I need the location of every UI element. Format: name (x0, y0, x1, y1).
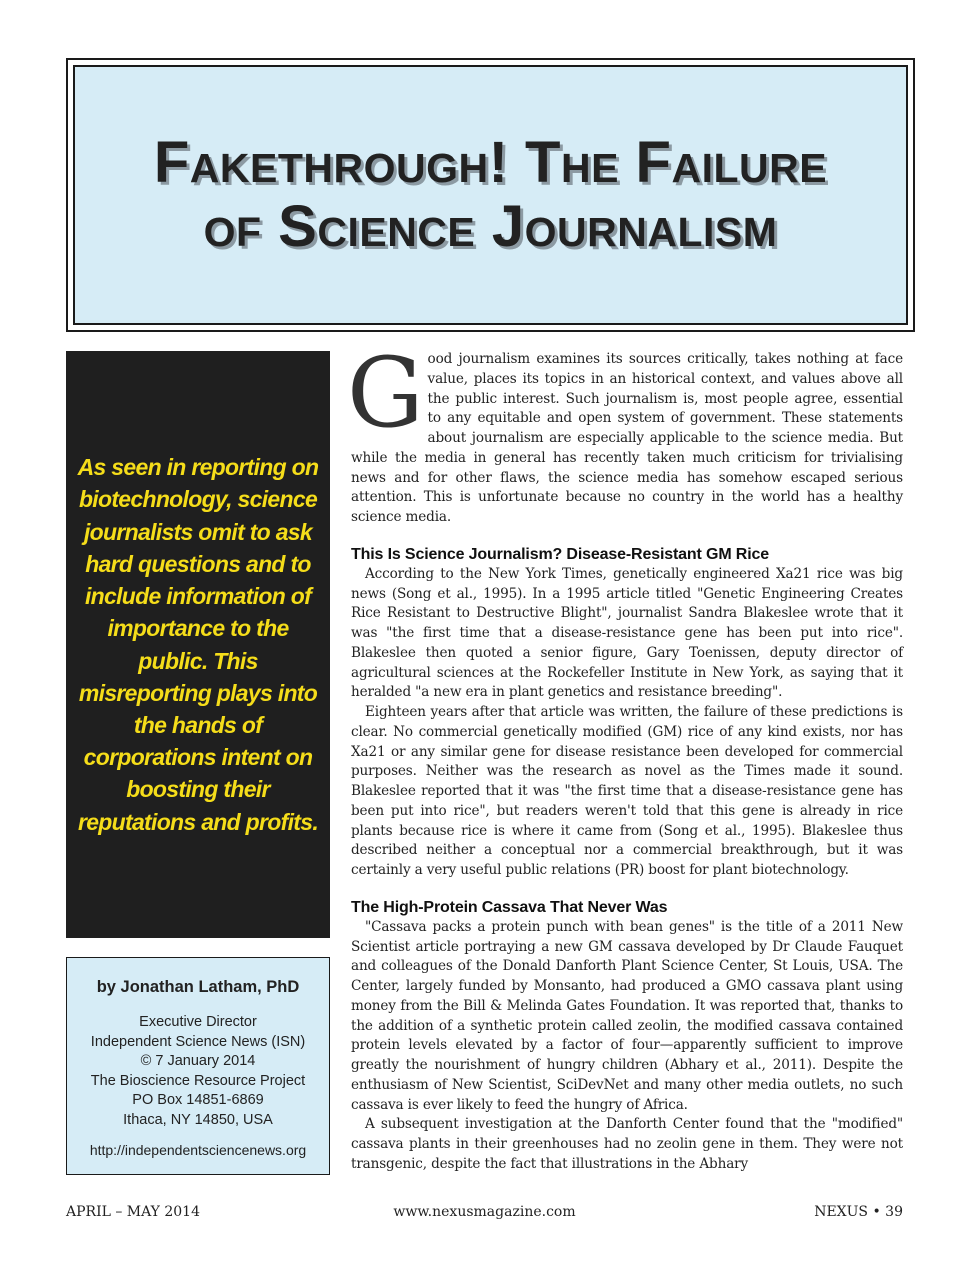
pull-quote-box (66, 351, 330, 938)
footer-issue: APRIL – MAY 2014 (66, 1204, 200, 1220)
title-frame (66, 58, 915, 332)
page-title-line-2: of Science Journalism (203, 194, 778, 259)
author-org: Independent Science News (ISN) (90, 1033, 306, 1050)
section-heading-rice: This Is Science Journalism? Disease-Resistant GM Rice (351, 545, 769, 563)
title-panel (73, 65, 908, 325)
page-footer (66, 1204, 903, 1226)
rice-paragraph-1: According to the New York Times, genetically engineered Xa21 rice was big news (Song et al., 1995). In a 1995 article titled "Genetic Engineering Creates Rice Resistant to Destructive Blight", journalist Sandra Blakeslee wrote that it was "the first time that a disease-resistance gene has been put into rice". Blakeslee then quoted a senior figure, Gary Toenissen, deputy director of agricultural sciences at the Rockefeller Institute in New York, as saying that it heralded "a new era in plant genetics and resistance breeding". (351, 565, 903, 701)
intro-text: ood journalism examines its sources critically, takes nothing at face value, places its topics in an historical context, and values above all the public interest. Such journalism is, most people agree, essential to any equitable and open system of government. These statements about journalism are especially applicable to the science media. But while the media in general has recently taken much criticism for trivialising news and for other flaws, the science media has somehow escaped serious attention. This is unfortunate because no country in the world has a healthy science media. (351, 351, 903, 525)
rice-paragraph-2: Eighteen years after that article was written, the failure of these predictions is clear. No commercial genetically modified (GM) rice of any kind exists, nor has Xa21 or any similar gene for disease resistance been developed for commercial purposes. Neither was the research as novel as the Times made it sound. Blakeslee reported that it was "the first time that a disease-resistance gene has been put into rice", but readers weren't told that this gene is already in rice plants because rice is where it came from (Song et al., 1995). Blakeslee thus described neither a conceptual nor a commercial breakthrough, but it was certainly a very useful public relations (PR) boost for plant biotechnology. (351, 704, 903, 878)
author-details (67, 1013, 329, 1130)
author-byline-box (66, 957, 330, 1175)
author-name: by Jonathan Latham, PhD (96, 978, 300, 996)
author-city: Ithaca, NY 14850, USA (123, 1111, 273, 1128)
article-date: © 7 January 2014 (140, 1053, 256, 1069)
intro-paragraph (347, 337, 903, 528)
cassava-paragraph-2: A subsequent investigation at the Danforth Center found that the "modified" cassava plants in their greenhouses had no zeolin gene in them. They were not transgenic, despite the fact that illustrations in the Abhary (351, 1116, 903, 1172)
section-heading-cassava: The High-Protein Cassava That Never Was (351, 898, 668, 916)
pull-quote-text: As seen in reporting on biotechnology, science journalists omit to ask hard questions and to include information of importance to the public. This misreporting plays into the hands of corporations intent on boosting their reputations and profits. (77, 454, 319, 835)
author-website-link[interactable]: http://independentsciencenews.org (89, 1142, 307, 1158)
footer-website[interactable]: www.nexusmagazine.com (393, 1204, 576, 1220)
cassava-paragraph-1: "Cassava packs a protein punch with bean genes" is the title of a 2011 New Scientist article portraying a new GM cassava developed by Dr Claude Fauquet and colleagues of the Donald Danforth Plant Science Center, St Louis, USA. The Center, largely funded by Monsanto, had produced a GMO cassava plant using money from the Bill & Melinda Gates Foundation. It was reported that, thanks to the addition of a synthetic protein called zeolin, the modified cassava contained protein levels elevated by a factor of four—apparently sufficient to improve greatly the nourishment of hungry children (Abhary et al., 2011). Despite the enthusiasm of New Scientist, SciDevNet and many other media outlets, no such cassava is ever likely to feed the hungry of Africa. (351, 918, 903, 1113)
author-project: The Bioscience Resource Project (90, 1072, 306, 1089)
article-body (347, 337, 903, 1175)
author-role: Executive Director (139, 1014, 257, 1030)
footer-page-number: NEXUS • 39 (814, 1204, 903, 1220)
drop-cap: G (347, 337, 424, 449)
author-pobox: PO Box 14851-6869 (132, 1092, 264, 1108)
page-title-line-1: Fakethrough! The Failure (153, 130, 828, 195)
